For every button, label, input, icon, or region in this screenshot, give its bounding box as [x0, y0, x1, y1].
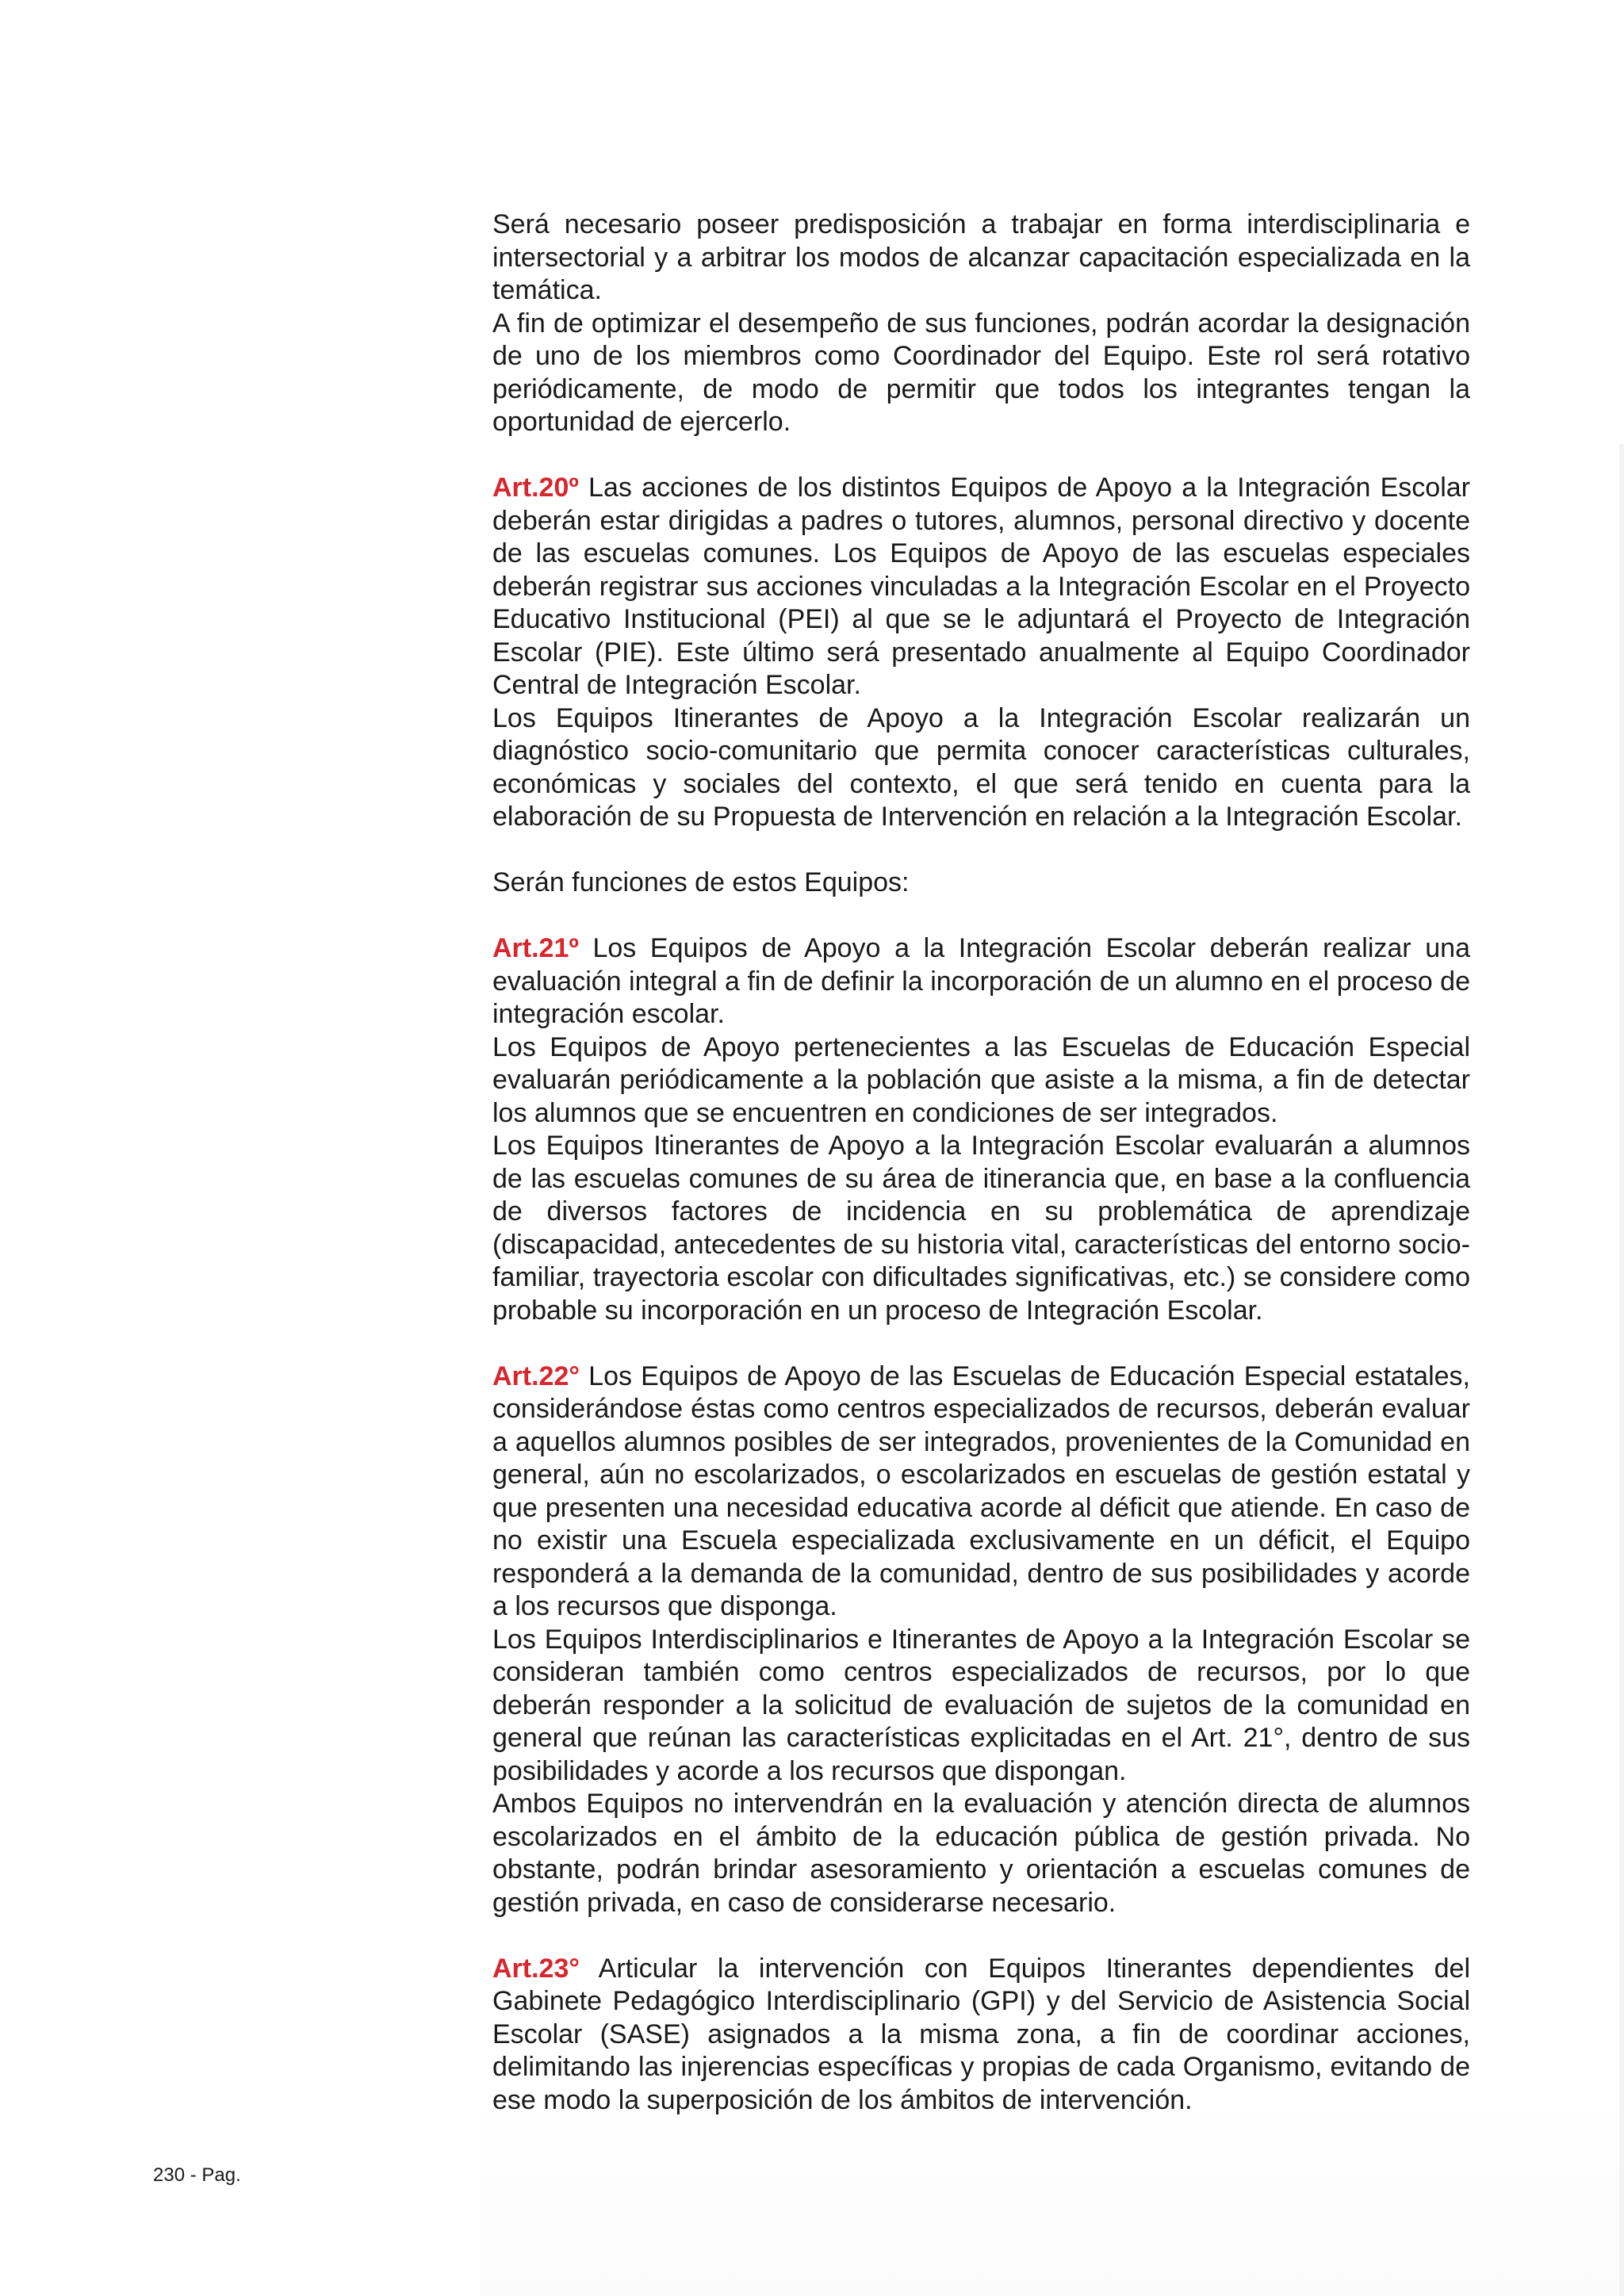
article-21-label: Art.21º — [492, 933, 579, 963]
article-20-paragraph-2: Los Equipos Itinerantes de Apoyo a la Integración Escolar realizarán un diagnóstico socio-comunitario que permita conocer características culturales, económicas y sociales del contexto, el que será tenido en cuenta para la elaboración de su Propuesta de Intervención en relación a la Integración Escolar. — [492, 702, 1470, 832]
article-22-text: Los Equipos de Apoyo de las Escuelas de Educación Especial estatales, considerándose éstas como centros especializados de recursos, deberán evaluar a aquellos alumnos posibles de ser integrados, provenientes de la Comunidad en general, aún no escolarizados, o escolarizados en escuelas de gestión estatal y que presenten una necesidad educativa acorde al déficit que atiende. En caso de no existir una Escuela especializada exclusivamente en un déficit, el Equipo responderá a la demanda de la comunidad, dentro de sus posibilidades y acorde a los recursos que disponga. — [492, 1360, 1470, 1621]
article-20 — [492, 472, 1470, 702]
article-20-label: Art.20º — [492, 473, 579, 503]
paragraph-gap — [492, 1327, 1470, 1360]
article-23 — [492, 1953, 1470, 2118]
article-21-text: Los Equipos de Apoyo a la Integración Escolar deberán realizar una evaluación integral a fin de definir la incorporación de un alumno en el proceso de integración escolar. — [492, 933, 1470, 1029]
article-22-paragraph-2: Los Equipos Interdisciplinarios e Itinerantes de Apoyo a la Integración Escolar se consideran también como centros especializados de recursos, por lo que deberán responder a la solicitud de evaluación de sujetos de la comunidad en general que reúnan las características explicitadas en el Art. 21°, dentro de sus posibilidades y acorde a los recursos que dispongan. — [492, 1624, 1470, 1786]
page-shade — [480, 2093, 1624, 2296]
page-edge — [1619, 444, 1624, 2296]
article-21-paragraph-2: Los Equipos de Apoyo pertenecientes a las Escuelas de Educación Especial evaluarán periódicamente a la población que asiste a la misma, a fin de detectar los alumnos que se encuentren en condiciones de ser integrados. — [492, 1031, 1470, 1128]
page-number: 230 - Pag. — [153, 2164, 241, 2186]
article-22-label: Art.22° — [492, 1360, 580, 1391]
document-body — [492, 209, 1470, 2117]
paragraph-intro-2: A fin de optimizar el desempeño de sus funciones, podrán acordar la designación de uno de los miembros como Coordinador del Equipo. Este rol será rotativo periódicamente, de modo de permitir que todos los integrantes tengan la oportunidad de ejercerlo. — [492, 308, 1470, 437]
article-21-paragraph-3: Los Equipos Itinerantes de Apoyo a la Integración Escolar evaluarán a alumnos de las escuelas comunes de su área de itinerancia que, en base a la confluencia de diversos factores de incidencia en su problemática de aprendizaje (discapacidad, antecedentes de su historia vital, características del entorno socio- familiar, trayectoria escolar con dificultades significativas, etc.) se considere como probable su incorporación en un proceso de Integración Escolar. — [492, 1131, 1470, 1326]
paragraph-gap — [492, 900, 1470, 933]
funciones-intro: Serán funciones de estos Equipos: — [492, 867, 910, 897]
paragraph-intro-1: Será necesario poseer predisposición a trabajar en forma interdisciplinaria e intersectorial y a arbitrar los modos de alcanzar capacitación especializada en la temática. — [492, 209, 1470, 305]
paragraph-gap — [492, 439, 1470, 473]
article-23-text: Articular la intervención con Equipos Itinerantes dependientes del Gabinete Pedagógico Interdisciplinario (GPI) y del Servicio de Asistencia Social Escolar (SASE) asignados a la misma zona, a fin de coordinar acciones, delimitando las injerencias específicas y propias de cada Organismo, evitando de ese modo la superposición de los ámbitos de intervención. — [492, 1953, 1470, 2115]
article-22 — [492, 1360, 1470, 1624]
paragraph-gap — [492, 1919, 1470, 1953]
article-22-paragraph-3: Ambos Equipos no intervendrán en la evaluación y atención directa de alumnos escolarizados en el ámbito de la educación pública de gestión privada. No obstante, podrán brindar asesoramiento y orientación a escuelas comunes de gestión privada, en caso de considerarse necesario. — [492, 1789, 1470, 1918]
paragraph-gap — [492, 834, 1470, 867]
article-20-text: Las acciones de los distintos Equipos de Apoyo a la Integración Escolar deberán estar dirigidas a padres o tutores, alumnos, personal directivo y docente de las escuelas comunes. Los Equipos de Apoyo de las escuelas especiales deberán registrar sus acciones vinculadas a la Integración Escolar en el Proyecto Educativo Institucional (PEI) al que se le adjuntará el Proyecto de Integración Escolar (PIE). Este último será presentado anualmente al Equipo Coordinador Central de Integración Escolar. — [492, 473, 1470, 700]
article-21 — [492, 932, 1470, 1031]
article-23-label: Art.23° — [492, 1953, 580, 1984]
